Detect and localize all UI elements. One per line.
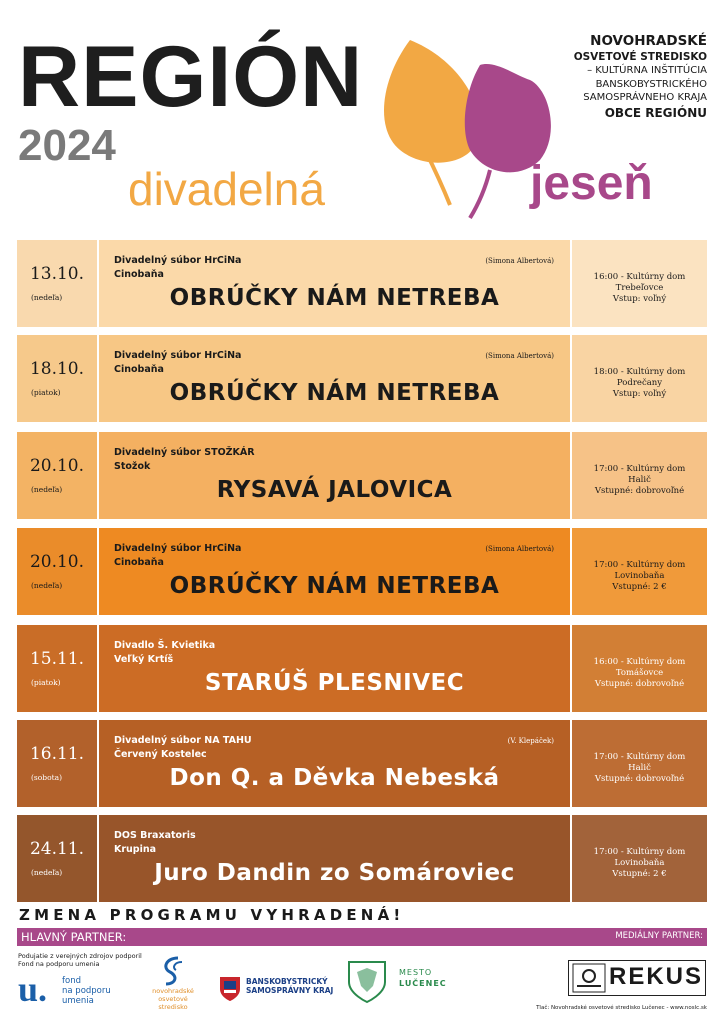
event-time: 16:00 - Kultúrny dom	[593, 272, 686, 282]
event-day: (nedeľa)	[31, 485, 63, 494]
mesto-text: MESTO	[399, 968, 433, 977]
event-date-cell	[17, 625, 97, 712]
event-info-cell	[572, 432, 707, 519]
program-change-notice: ZMENA PROGRAMU VYHRADENÁ!	[19, 906, 405, 924]
event-entry: Vstupné: 2 €	[612, 869, 667, 880]
nos-logo	[138, 954, 208, 1012]
nos-text: stredisko	[158, 1002, 188, 1011]
event-town: Cinobaňa	[114, 269, 164, 280]
fond-text: umenia	[62, 996, 94, 1007]
event-row	[17, 432, 707, 519]
event-troupe: Divadelný súbor STOŽKÁR	[114, 447, 255, 458]
event-time: 17:00 - Kultúrny dom	[593, 847, 686, 857]
event-day: (sobota)	[31, 773, 63, 782]
event-time: 17:00 - Kultúrny dom	[593, 752, 686, 762]
event-play-title: STARÚŠ PLESNIVEC	[204, 670, 465, 696]
event-row	[17, 815, 707, 902]
media-partner-label: MEDIÁLNY PARTNER:	[615, 931, 703, 941]
event-entry: Vstupné: dobrovoľné	[594, 774, 685, 785]
support-text	[18, 952, 142, 969]
event-row	[17, 625, 707, 712]
poster-title: REGIÓN	[18, 29, 364, 125]
subtitle-jesen: jeseň	[530, 157, 653, 210]
event-info-cell	[572, 625, 707, 712]
event-venue: Lovinobaňa	[614, 571, 665, 582]
support-line: Podujatie z verejných zdrojov podporil	[18, 952, 142, 960]
event-troupe: Divadlo Š. Kvietika	[114, 640, 216, 651]
main-partner-label: HLAVNÝ PARTNER:	[21, 930, 127, 944]
event-entry: Vstupné: 2 €	[612, 582, 667, 593]
bbsk-text: SAMOSPRÁVNY KRAJ	[246, 986, 334, 996]
event-time: 17:00 - Kultúrny dom	[593, 464, 686, 474]
event-main-cell	[99, 240, 570, 327]
fond-u-mark: u.	[18, 969, 48, 1009]
organizer-line: SAMOSPRÁVNEHO KRAJA	[583, 92, 707, 104]
event-main-cell	[99, 432, 570, 519]
event-day: (nedeľa)	[31, 868, 63, 877]
event-day: (nedeľa)	[31, 581, 63, 590]
nos-text: osvetové	[158, 994, 188, 1003]
event-troupe: Divadelný súbor HrCiNa	[114, 255, 242, 266]
nos-swirl-icon	[156, 954, 190, 988]
event-row	[17, 528, 707, 615]
event-entry: Vstupné: dobrovoľné	[594, 486, 685, 497]
event-play-title: OBRÚČKY NÁM NETREBA	[169, 285, 500, 311]
event-town: Cinobaňa	[114, 557, 164, 568]
support-line: Fond na podporu umenia	[18, 960, 100, 969]
event-play-title: OBRÚČKY NÁM NETREBA	[169, 573, 500, 599]
event-main-cell	[99, 528, 570, 615]
rekus-text: REKUS	[609, 963, 704, 990]
event-date: 15.11.	[29, 649, 85, 669]
event-date: 13.10.	[29, 264, 85, 284]
bbsk-logo	[218, 975, 336, 1005]
event-row	[17, 720, 707, 807]
event-date-cell	[17, 815, 97, 902]
event-town: Veľký Krtíš	[114, 654, 174, 665]
event-venue: Tomášovce	[615, 668, 664, 679]
orange-leaf	[384, 40, 479, 163]
event-main-cell	[99, 720, 570, 807]
event-date-cell	[17, 335, 97, 422]
event-date-cell	[17, 240, 97, 327]
bbsk-text: BANSKOBYSTRICKÝ	[246, 977, 328, 986]
lucenec-crest-icon	[345, 958, 389, 1004]
event-date-cell	[17, 528, 97, 615]
event-date: 20.10.	[29, 456, 85, 476]
event-info-cell	[572, 240, 707, 327]
fond-text: na podporu	[62, 986, 111, 997]
organizer-line: OSVETOVÉ STREDISKO	[573, 51, 707, 64]
event-time: 16:00 - Kultúrny dom	[593, 657, 686, 667]
organizer-block	[517, 32, 707, 121]
nos-text: novohradské	[152, 987, 194, 995]
event-row	[17, 240, 707, 327]
event-main-cell	[99, 625, 570, 712]
rekus-mark-icon	[572, 963, 606, 993]
event-date-cell	[17, 432, 97, 519]
event-play-title: Juro Dandin zo Somároviec	[154, 860, 515, 886]
lucenec-text: LUČENEC	[399, 978, 447, 988]
event-main-cell	[99, 335, 570, 422]
print-note: Tlač: Novohradské osvetové stredisko Lučenec - www.noslc.sk	[536, 1005, 707, 1011]
fond-logo	[18, 969, 128, 1009]
event-town: Krupina	[114, 844, 157, 855]
bbsk-shield-icon	[218, 975, 242, 1003]
event-director: (Simona Albertová)	[485, 257, 554, 265]
event-entry: Vstup: voľný	[612, 294, 667, 305]
event-info-cell	[572, 528, 707, 615]
event-venue: Trebeľovce	[615, 283, 664, 294]
event-play-title: RYSAVÁ JALOVICA	[216, 477, 453, 503]
event-main-cell	[99, 815, 570, 902]
organizer-line: OBCE REGIÓNU	[604, 105, 707, 120]
event-troupe: Divadelný súbor HrCiNa	[114, 350, 242, 361]
event-venue: Halič	[628, 763, 651, 774]
event-director: (Simona Albertová)	[485, 352, 554, 360]
event-town: Červený Kostelec	[114, 749, 207, 760]
partner-bar	[17, 928, 707, 946]
event-date: 20.10.	[29, 552, 85, 572]
event-town: Stožok	[114, 461, 151, 472]
event-director: (V. Klepáček)	[507, 737, 554, 745]
event-troupe: Divadelný súbor NA TAHU	[114, 735, 252, 746]
event-venue: Lovinobaňa	[614, 858, 665, 869]
event-director: (Simona Albertová)	[485, 545, 554, 553]
event-troupe: Divadelný súbor HrCiNa	[114, 543, 242, 554]
event-day: (piatok)	[31, 678, 61, 687]
fond-text: fond	[62, 976, 81, 986]
event-info-cell	[572, 815, 707, 902]
organizer-line: BANSKOBYSTRICKÉHO	[595, 78, 707, 90]
event-date: 16.11.	[29, 744, 85, 764]
event-troupe: DOS Braxatoris	[114, 830, 196, 841]
event-row	[17, 335, 707, 422]
event-info-cell	[572, 335, 707, 422]
event-play-title: OBRÚČKY NÁM NETREBA	[169, 380, 500, 406]
subtitle-divadelna: divadelná	[128, 163, 325, 215]
event-time: 17:00 - Kultúrny dom	[593, 560, 686, 570]
event-town: Cinobaňa	[114, 364, 164, 375]
event-entry: Vstupné: dobrovoľné	[594, 679, 685, 690]
event-entry: Vstup: voľný	[612, 389, 667, 400]
poster-year: 2024	[18, 121, 116, 170]
event-day: (nedeľa)	[31, 293, 63, 302]
lucenec-logo	[345, 958, 455, 1006]
rekus-logo	[568, 960, 706, 996]
organizer-line: – KULTÚRNA INŠTITÚCIA	[587, 65, 707, 77]
event-play-title: Don Q. a Děvka Nebeská	[169, 765, 500, 791]
event-venue: Halič	[628, 475, 651, 486]
organizer-line: NOVOHRADSKÉ	[590, 33, 707, 49]
event-info-cell	[572, 720, 707, 807]
event-day: (piatok)	[31, 388, 61, 397]
event-time: 18:00 - Kultúrny dom	[593, 367, 686, 377]
event-date-cell	[17, 720, 97, 807]
event-venue: Podrečany	[616, 378, 663, 389]
event-date: 18.10.	[29, 359, 85, 379]
event-date: 24.11.	[29, 839, 85, 859]
